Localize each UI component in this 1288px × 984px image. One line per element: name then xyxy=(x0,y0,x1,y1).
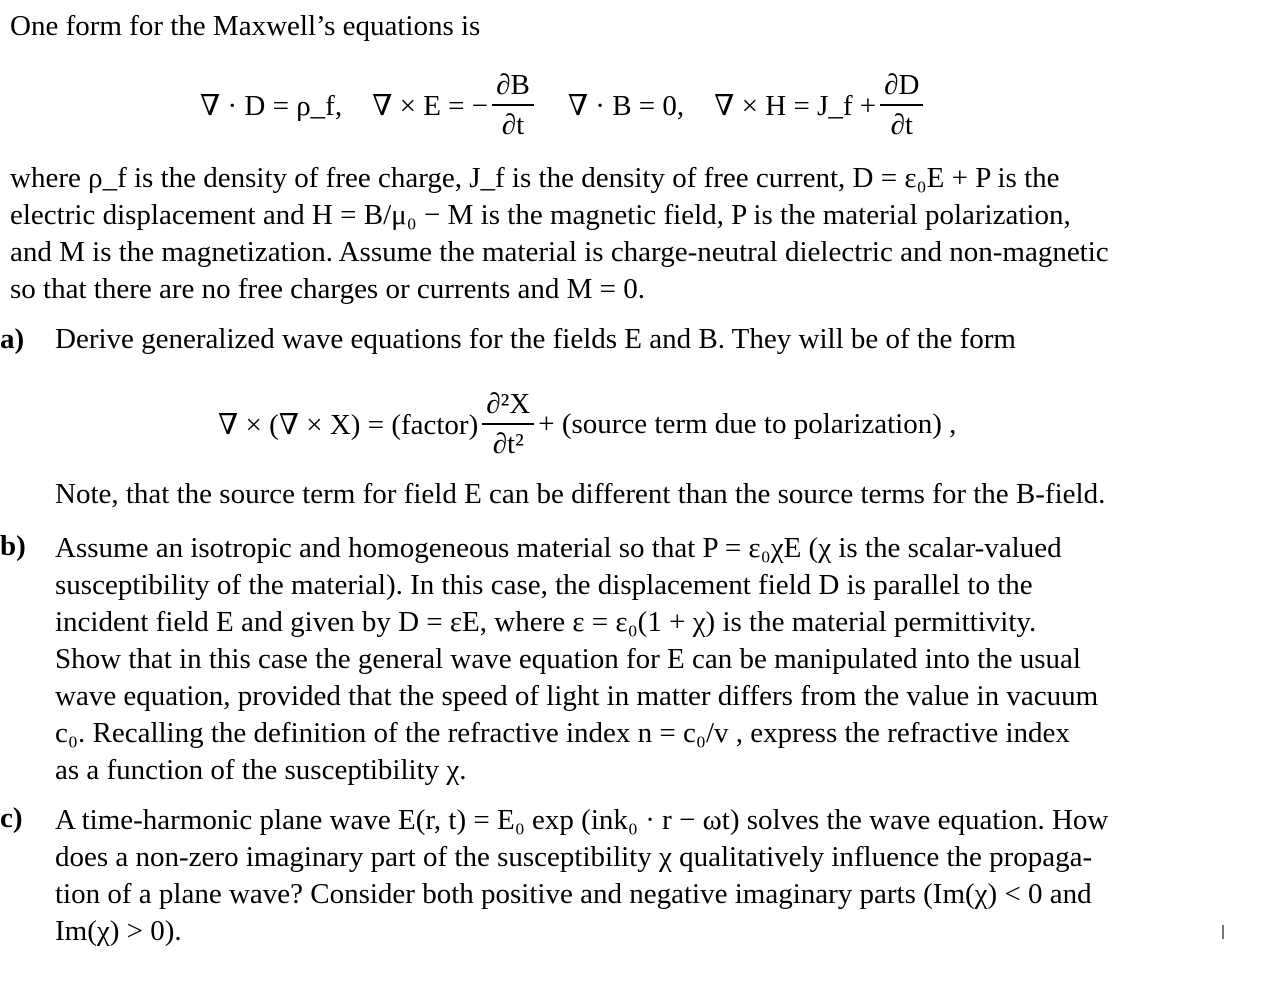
part-c-label: c) xyxy=(0,802,23,834)
part-b-line: as a function of the susceptibility χ. xyxy=(55,754,467,786)
faraday-law xyxy=(372,66,538,144)
wave-eq-denominator: ∂t² xyxy=(492,428,524,460)
ampere-numerator: ∂D xyxy=(880,66,923,106)
faraday-lhs: ∇ × E = − xyxy=(372,89,489,122)
faraday-fraction xyxy=(492,66,534,144)
part-c-line: Im(χ) > 0). xyxy=(55,915,182,947)
description-line: so that there are no free charges or currents and M = 0. xyxy=(10,273,646,305)
gauss-magnetism: ∇ · B = 0, xyxy=(567,89,685,122)
part-b-line: susceptibility of the material). In this case, the displacement field D is parallel to the xyxy=(55,569,1033,601)
part-b-line: Assume an isotropic and homogeneous material so that P = ε₀χE (χ is the scalar-valued xyxy=(55,532,1062,564)
part-b-line: incident field E and given by D = εE, where ε = ε₀(1 + χ) is the material permittivity. xyxy=(55,606,1037,638)
gauss-law: ∇ · D = ρ_f, xyxy=(200,89,343,122)
part-b-label: b) xyxy=(0,530,26,562)
description-line: electric displacement and H = B/μ₀ − M is the magnetic field, P is the material polarization, xyxy=(10,199,1071,231)
wave-eq-numerator: ∂²X xyxy=(482,385,534,425)
part-a-text: Derive generalized wave equations for the fields E and B. They will be of the form xyxy=(55,323,1016,355)
maxwell-equations xyxy=(200,66,927,144)
description-line: and M is the magnetization. Assume the material is charge-neutral dielectric and non-magnetic xyxy=(10,236,1109,268)
description-paragraph xyxy=(10,160,1109,308)
part-b-line: wave equation, provided that the speed of light in matter differs from the value in vacuum xyxy=(55,680,1099,712)
ampere-fraction xyxy=(880,66,923,144)
part-b-line: Show that in this case the general wave equation for E can be manipulated into the usual xyxy=(55,643,1081,675)
description-line: where ρ_f is the density of free charge, J_f is the density of free current, D = ε₀E + P is the xyxy=(10,162,1060,194)
ampere-lhs: ∇ × H = J_f + xyxy=(714,89,877,122)
faraday-denominator: ∂t xyxy=(501,109,525,141)
part-a-label: a) xyxy=(0,323,25,355)
part-c-line: does a non-zero imaginary part of the susceptibility χ qualitatively influence the propaga- xyxy=(55,841,1093,873)
part-b-line: c₀. Recalling the definition of the refractive index n = c₀/v , express the refractive index xyxy=(55,717,1070,749)
part-a-note: Note, that the source term for field E can be different than the source terms for the B-field. xyxy=(55,478,1106,510)
part-c-line: A time-harmonic plane wave E(r, t) = E₀ exp (ink₀ · r − ωt) solves the wave equation. How xyxy=(55,804,1109,836)
ampere-law xyxy=(714,66,927,144)
wave-eq-rhs: + (source term due to polarization) , xyxy=(538,407,957,440)
text-cursor xyxy=(1222,925,1224,939)
wave-equation xyxy=(218,385,956,463)
faraday-numerator: ∂B xyxy=(492,66,534,106)
part-b-paragraph xyxy=(55,530,1098,789)
wave-eq-lhs: ∇ × (∇ × X) = (factor) xyxy=(218,408,479,441)
intro-line: One form for the Maxwell’s equations is xyxy=(10,10,481,42)
part-c-paragraph xyxy=(55,802,1108,950)
part-c-line: tion of a plane wave? Consider both positive and negative imaginary parts (Im(χ) < 0 and xyxy=(55,878,1092,910)
ampere-denominator: ∂t xyxy=(890,109,913,141)
wave-eq-fraction xyxy=(482,385,534,463)
